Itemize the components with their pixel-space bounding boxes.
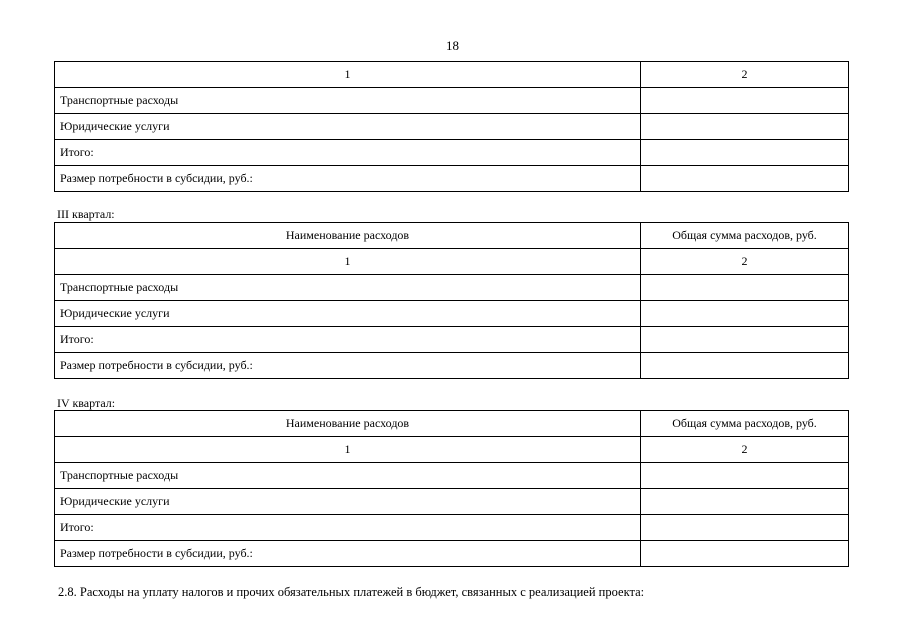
table-row <box>55 541 849 567</box>
amount-cell[interactable] <box>641 301 849 327</box>
table-row <box>55 515 849 541</box>
column-number-2: 2 <box>641 62 849 88</box>
row-label: Транспортные расходы <box>55 463 641 489</box>
amount-cell[interactable] <box>641 463 849 489</box>
column-number-1: 1 <box>55 249 641 275</box>
quarter3-table <box>54 222 849 379</box>
row-label: Итого: <box>55 327 641 353</box>
header-expense-name: Наименование расходов <box>55 223 641 249</box>
table-row <box>55 301 849 327</box>
column-number-2: 2 <box>641 437 849 463</box>
row-label: Юридические услуги <box>55 301 641 327</box>
table-row <box>55 489 849 515</box>
quarter4-caption: IV квартал: <box>57 396 116 410</box>
row-label: Итого: <box>55 140 641 166</box>
row-label: Итого: <box>55 515 641 541</box>
page-number: 18 <box>446 38 459 53</box>
header-total-amount: Общая сумма расходов, руб. <box>641 223 849 249</box>
table-row <box>55 166 849 192</box>
column-number-2: 2 <box>641 249 849 275</box>
amount-cell[interactable] <box>641 114 849 140</box>
table-row <box>55 114 849 140</box>
amount-cell[interactable] <box>641 353 849 379</box>
row-label: Транспортные расходы <box>55 88 641 114</box>
column-number-1: 1 <box>55 437 641 463</box>
header-row <box>55 223 849 249</box>
row-label: Размер потребности в субсидии, руб.: <box>55 353 641 379</box>
column-number-row <box>55 249 849 275</box>
header-row <box>55 411 849 437</box>
amount-cell[interactable] <box>641 140 849 166</box>
header-total-amount: Общая сумма расходов, руб. <box>641 411 849 437</box>
table-row <box>55 275 849 301</box>
row-label: Транспортные расходы <box>55 275 641 301</box>
amount-cell[interactable] <box>641 166 849 192</box>
amount-cell[interactable] <box>641 327 849 353</box>
amount-cell[interactable] <box>641 275 849 301</box>
header-expense-name: Наименование расходов <box>55 411 641 437</box>
column-number-1: 1 <box>55 62 641 88</box>
quarter4-table <box>54 410 849 567</box>
expenses-table-continued <box>54 61 849 192</box>
table-row <box>55 88 849 114</box>
row-label: Размер потребности в субсидии, руб.: <box>55 166 641 192</box>
amount-cell[interactable] <box>641 489 849 515</box>
section-heading-2-8: 2.8. Расходы на уплату налогов и прочих обязательных платежей в бюджет, связанных с реализацией проекта: <box>58 585 645 599</box>
column-number-row <box>55 437 849 463</box>
amount-cell[interactable] <box>641 88 849 114</box>
table-row <box>55 140 849 166</box>
amount-cell[interactable] <box>641 541 849 567</box>
amount-cell[interactable] <box>641 515 849 541</box>
table-row <box>55 353 849 379</box>
column-number-row <box>55 62 849 88</box>
row-label: Юридические услуги <box>55 114 641 140</box>
table-row <box>55 327 849 353</box>
table-row <box>55 463 849 489</box>
quarter3-caption: III квартал: <box>57 207 115 221</box>
row-label: Юридические услуги <box>55 489 641 515</box>
row-label: Размер потребности в субсидии, руб.: <box>55 541 641 567</box>
